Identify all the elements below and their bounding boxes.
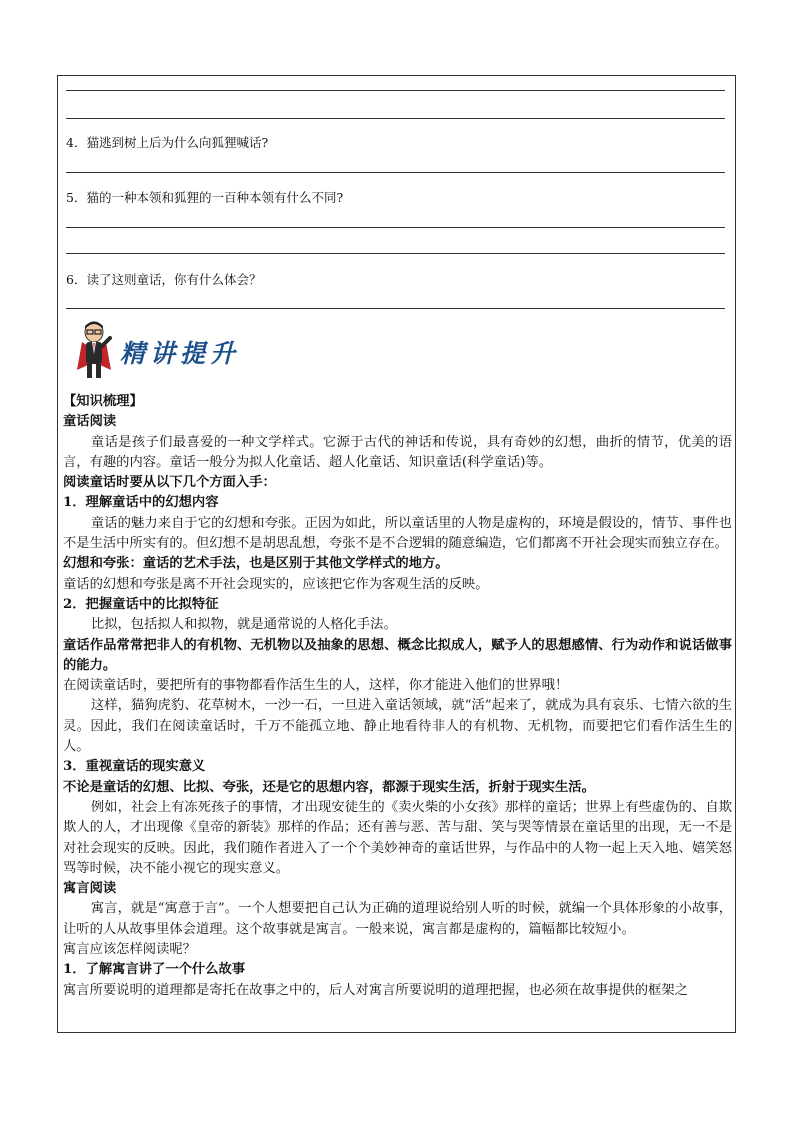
point1-title: 1．理解童话中的幻想内容 xyxy=(63,495,219,511)
point3-title: 3．重视童话的现实意义 xyxy=(63,759,206,775)
answer-line[interactable] xyxy=(66,227,725,228)
worksheet-frame xyxy=(57,75,736,1033)
point1-bold: 幻想和夸张：童话的艺术手法，也是区别于其他文学样式的地方。 xyxy=(63,556,449,572)
point1-text: 童话的魅力来自于它的幻想和夸张。正因为如此，所以童话里的人物是虚构的，环境是假设的，情节、事件也不是生活中所实有的。但幻想不是胡思乱想，夸张不是不合逻辑的随意编造，它们都离不开社会现实而独立存在。 xyxy=(63,515,732,552)
point3-text: 例如，社会上有冻死孩子的事情，才出现安徒生的《卖火柴的小女孩》那样的童话；世界上有些虚伪的、自欺欺人的人，才出现像《皇帝的新装》那样的作品；还有善与恶、苦与甜、笑与哭等情景在童话里的出现，无一不是对社会现实的反映。因此，我们随作者进入了一个个美妙神奇的童话世界，与作品中的人物一起上天入地、嬉笑怒骂等时候，决不能小视它的现实意义。 xyxy=(63,799,732,876)
point3-bold: 不论是童话的幻想、比拟、夸张，还是它的思想内容，都源于现实生活，折射于现实生活。 xyxy=(63,779,595,795)
fairy-intro: 童话是孩子们最喜爱的一种文学样式。它源于古代的神话和传说，具有奇妙的幻想，曲折的情节，优美的语言，有趣的内容。童话一般分为拟人化童话、超人化童话、知识童话(科学童话)等。 xyxy=(63,434,732,470)
point1-note: 童话的幻想和夸张是离不开社会现实的，应该把它作为客观生活的反映。 xyxy=(63,576,489,592)
fable-intro: 寓言，就是“寓意于言”。一个人想要把自己认为正确的道理说给别人听的时候，就编一个具体形象的小故事，让听的人从故事里体会道理。这个故事就是寓言。一般来说，寓言都是虚构的，篇幅都比较短小。 xyxy=(63,901,732,937)
section-title: 【知识梳理】 xyxy=(63,394,143,409)
fable-point1-title: 1．了解寓言讲了一个什么故事 xyxy=(63,962,246,978)
fable-question: 寓言应该怎样阅读呢？ xyxy=(63,942,196,958)
banner-title: 精讲提升 xyxy=(120,339,241,368)
fairy-title: 童话阅读 xyxy=(63,414,117,430)
fable-title: 寓言阅读 xyxy=(63,881,117,897)
point2-text: 比拟，包括拟人和拟物，就是通常说的人格化手法。 xyxy=(90,617,397,633)
answer-line[interactable] xyxy=(66,308,725,309)
fairy-approach: 阅读童话时要从以下几个方面入手： xyxy=(63,475,276,491)
point2-note: 在阅读童话时，要把所有的事物都看作活生生的人，这样，你才能进入他们的世界哦！ xyxy=(63,678,569,694)
question-6: 6．读了这则童话，你有什么体会？ xyxy=(66,272,262,287)
answer-line[interactable] xyxy=(66,118,725,119)
fable-point1-text: 寓言所要说明的道理都是寄托在故事之中的，后人对寓言所要说明的道理把握，也必须在故事提供的框架之 xyxy=(63,982,688,998)
knowledge-body xyxy=(63,392,732,1001)
answer-line[interactable] xyxy=(66,253,725,254)
point2-text2: 这样，猫狗虎豹、花草树木，一沙一石，一旦进入童话领域，就“活”起来了，就成为具有哀乐、七情六欲的生灵。因此，我们在阅读童话时，千万不能孤立地、静止地看待非人的有机物、无机物，而要把它们看作活生生的人。 xyxy=(63,698,732,755)
teacher-mascot-icon xyxy=(74,320,114,380)
point2-title: 2．把握童话中的比拟特征 xyxy=(63,596,219,612)
section-banner xyxy=(74,320,274,380)
point2-bold: 童话作品常常把非人的有机物、无机物以及抽象的思想、概念比拟成人，赋予人的思想感情、行为动作和说话做事的能力。 xyxy=(63,637,732,673)
answer-line[interactable] xyxy=(66,90,725,91)
question-4: 4．猫逃到树上后为什么向狐狸喊话? xyxy=(66,135,269,150)
question-5: 5．猫的一种本领和狐狸的一百种本领有什么不同? xyxy=(66,190,344,205)
answer-line[interactable] xyxy=(66,172,725,173)
